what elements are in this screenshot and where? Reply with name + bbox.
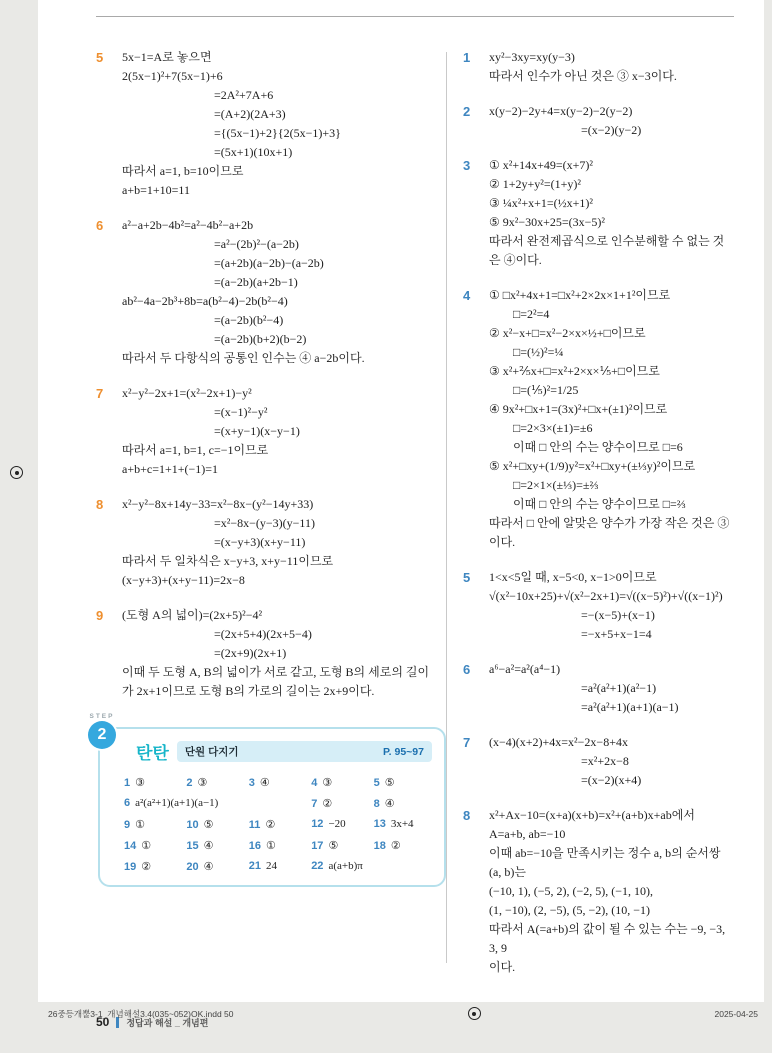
answer-item-7 <box>311 797 369 810</box>
answer-item-2 <box>186 776 244 789</box>
solution-line: ② 1+2y+y²=(1+y)² <box>489 177 582 191</box>
print-date: 2025-04-25 <box>714 1008 758 1019</box>
problem-number: 6 <box>463 662 471 677</box>
answer-number: 10 <box>186 819 199 831</box>
answer-item-21 <box>249 860 307 873</box>
answer-number: 2 <box>186 777 193 789</box>
solution-line: =(x−2)(x+4) <box>581 773 642 787</box>
problem-5 <box>463 568 730 644</box>
answer-item-13 <box>374 818 432 831</box>
solution-line: =(a−2b)(b+2)(b−2) <box>214 332 307 346</box>
solution-line: =(5x+1)(10x+1) <box>214 145 293 159</box>
answers-grid <box>114 776 432 873</box>
problem-3 <box>463 156 730 270</box>
answer-value: ② <box>322 798 333 810</box>
solution-line: 2(5x−1)²+7(5x−1)+6 <box>122 69 223 83</box>
answer-item-5 <box>374 776 432 789</box>
solution-line: =2A²+7A+6 <box>214 88 274 102</box>
problem-solution <box>489 286 730 552</box>
step-page-range: P. 95~97 <box>383 745 424 758</box>
answer-value: ② <box>265 819 276 831</box>
problem-9 <box>96 606 440 701</box>
solution-line: □=(⅕)²=1/25 <box>513 383 579 397</box>
answer-number: 15 <box>186 840 199 852</box>
answer-item-4 <box>311 776 369 789</box>
solution-line: =x²+2x−8 <box>581 754 629 768</box>
solution-line: =(x+y−1)(x−y−1) <box>214 424 300 438</box>
solution-line: □=(½)²=¼ <box>513 345 564 359</box>
answer-item-14 <box>124 839 182 852</box>
answer-item-22 <box>311 860 432 873</box>
footer-section-label: 정답과 해설 _ 개념편 <box>126 1017 209 1028</box>
answer-value: ⑤ <box>328 840 339 852</box>
right-problem-list <box>463 48 730 977</box>
solution-line: =a²−(2b)²−(a−2b) <box>214 237 299 251</box>
problem-6 <box>463 660 730 717</box>
solution-line: 따라서 □ 안에 알맞은 양수가 가장 작은 것은 ③이다. <box>489 516 730 549</box>
solution-line: x²−y²−8x+14y−33=x²−8x−(y²−14y+33) <box>122 497 314 511</box>
problem-4 <box>463 286 730 552</box>
problem-2 <box>463 102 730 140</box>
solution-line: =(x−2)(y−2) <box>581 123 642 137</box>
step-badge <box>88 713 116 749</box>
problem-solution <box>489 102 730 140</box>
answer-value: ④ <box>203 861 214 873</box>
solution-line: 따라서 a=1, b=10이므로 <box>122 164 244 178</box>
solution-line: □=2×1×(±⅓)=±⅔ <box>513 478 599 492</box>
left-problem-list <box>96 48 440 701</box>
problem-solution <box>122 48 440 200</box>
problem-number: 7 <box>463 735 471 750</box>
problem-number: 1 <box>463 50 471 65</box>
problem-7 <box>463 733 730 790</box>
solution-line: a+b+c=1+1+(−1)=1 <box>122 462 219 476</box>
solution-line: 이때 두 도형 A, B의 넓이가 서로 같고, 도형 B의 세로의 길이가 2x+1이므로 도형 B의 가로의 길이는 2x+9이다. <box>122 665 430 698</box>
problem-8 <box>96 495 440 590</box>
answer-number: 16 <box>248 840 262 852</box>
problem-6 <box>96 216 440 368</box>
answer-number: 18 <box>373 840 386 852</box>
answer-number: 9 <box>124 819 131 831</box>
answer-item-8 <box>374 797 432 810</box>
problem-number: 2 <box>463 104 471 119</box>
problem-solution <box>122 606 440 701</box>
solution-line: =(2x+9)(2x+1) <box>214 646 287 660</box>
step-header-band <box>177 741 432 762</box>
solution-line: =a²(a²+1)(a²−1) <box>581 681 657 695</box>
solution-line: a⁶−a²=a²(a⁴−1) <box>489 662 561 676</box>
answer-number: 8 <box>373 798 380 810</box>
solution-line: ① x²+14x+49=(x+7)² <box>489 158 594 172</box>
answer-number: 1 <box>124 777 131 789</box>
solution-line: □=2²=4 <box>513 307 550 321</box>
problem-solution <box>122 384 440 479</box>
problem-number: 8 <box>463 808 471 823</box>
solution-line: =x²−8x−(y−3)(y−11) <box>214 516 315 530</box>
solution-line: 1<x<5일 때, x−5<0, x−1>0이므로 <box>489 570 657 584</box>
print-info-strip <box>48 1007 758 1020</box>
answer-value: ④ <box>384 798 395 810</box>
answer-item-17 <box>311 839 369 852</box>
answer-item-20 <box>186 860 244 873</box>
answer-item-10 <box>186 818 244 831</box>
solution-line: 이때 □ 안의 수는 양수이므로 □=⅔ <box>513 497 686 511</box>
answer-number: 5 <box>373 777 380 789</box>
answer-item-1 <box>124 776 182 789</box>
solution-line: 이다. <box>489 960 516 974</box>
solution-line: ① □x²+4x+1=□x²+2×2x×1+1²이므로 <box>489 288 671 302</box>
problem-solution <box>489 806 730 977</box>
problem-solution <box>489 48 730 86</box>
answer-value: ③ <box>135 777 145 789</box>
answer-item-19 <box>124 860 182 873</box>
page-footer <box>96 1015 734 1053</box>
solution-line: 따라서 A(=a+b)의 값이 될 수 있는 수는 −9, −3, 3, 9 <box>489 922 726 955</box>
solution-line: =−(x−5)+(x−1) <box>581 608 655 622</box>
answer-item-11 <box>249 818 307 831</box>
solution-line: (도형 A의 넓이)=(2x+5)²−4² <box>122 608 263 622</box>
solution-line: =−x+5+x−1=4 <box>581 627 652 641</box>
problem-number: 6 <box>96 218 104 233</box>
problem-solution <box>122 495 440 590</box>
problem-7 <box>96 384 440 479</box>
solution-line: ={(5x−1)+2}{2(5x−1)+3} <box>214 126 341 140</box>
answer-number: 14 <box>124 840 137 852</box>
solution-line: =(a+2b)(a−2b)−(a−2b) <box>214 256 324 270</box>
answer-value: ④ <box>259 777 270 789</box>
answer-item-15 <box>186 839 244 852</box>
answer-value: ① <box>135 819 145 831</box>
solution-line: ④ 9x²+□x+1=(3x)²+□x+(±1)²이므로 <box>489 402 668 416</box>
answer-item-3 <box>249 776 307 789</box>
answer-value: ② <box>390 840 401 852</box>
solution-line: (x−y+3)+(x+y−11)=2x−8 <box>122 573 245 587</box>
solution-line: x²−y²−2x+1=(x²−2x+1)−y² <box>122 386 252 400</box>
answer-value: 3x+4 <box>390 818 414 830</box>
solution-line: ③ x²+⅖x+□=x²+2×x×⅕+□이므로 <box>489 364 660 378</box>
step-box-header <box>136 739 432 764</box>
answer-item-6 <box>124 797 307 810</box>
answer-number: 17 <box>311 840 324 852</box>
solution-line: 이때 ab=−10을 만족시키는 정수 a, b의 순서쌍 (a, b)는 <box>489 846 721 879</box>
answer-item-18 <box>374 839 432 852</box>
right-column <box>463 48 734 993</box>
solution-line: ② x²−x+□=x²−2×x×½+□이므로 <box>489 326 646 340</box>
step-title: 탄탄 <box>136 744 169 763</box>
answer-item-9 <box>124 818 182 831</box>
problem-number: 8 <box>96 497 104 512</box>
answer-number: 20 <box>186 861 199 873</box>
column-divider <box>446 52 447 963</box>
answer-value: a²(a²+1)(a+1)(a−1) <box>135 797 219 809</box>
solution-line: a²−a+2b−4b²=a²−4b²−a+2b <box>122 218 254 232</box>
solution-line: 따라서 인수가 아닌 것은 ③ x−3이다. <box>489 69 677 83</box>
answer-value: a(a+b)π <box>328 860 363 872</box>
registration-mark-icon <box>468 1007 481 1020</box>
answer-number: 13 <box>373 818 386 830</box>
solution-line: ⑤ 9x²−30x+25=(3x−5)² <box>489 215 606 229</box>
solution-line: =(x−y+3)(x+y−11) <box>214 535 306 549</box>
problem-solution <box>489 660 730 717</box>
problem-number: 4 <box>463 288 471 303</box>
answer-number: 12 <box>311 818 324 830</box>
left-column <box>89 48 440 993</box>
solution-line: a+b=1+10=11 <box>122 183 190 197</box>
answer-value: ④ <box>203 840 214 852</box>
step-subtitle: 단원 다지기 <box>184 746 239 758</box>
problem-solution <box>122 216 440 368</box>
solution-line: ③ ¼x²+x+1=(½x+1)² <box>489 196 594 210</box>
answer-number: 4 <box>311 777 318 789</box>
answer-number: 21 <box>248 860 262 872</box>
solution-line: 따라서 완전제곱식으로 인수분해할 수 없는 것은 ④이다. <box>489 234 725 267</box>
solution-line: (x−4)(x+2)+4x=x²−2x−8+4x <box>489 735 628 749</box>
answer-number: 6 <box>124 797 131 809</box>
problem-solution <box>489 156 730 270</box>
solution-line: =(a−2b)(a+2b−1) <box>214 275 298 289</box>
step-number-badge: 2 <box>88 721 116 749</box>
solution-line: x²+Ax−10=(x+a)(x+b)=x²+(a+b)x+ab에서 <box>489 808 695 822</box>
solution-line: 따라서 두 다항식의 공통인 인수는 ④ a−2b이다. <box>122 351 365 365</box>
solution-line: A=a+b, ab=−10 <box>489 827 566 841</box>
problem-number: 9 <box>96 608 104 623</box>
solution-line: 이때 □ 안의 수는 양수이므로 □=6 <box>513 440 683 454</box>
problem-number: 5 <box>96 50 104 65</box>
solution-line: □=2×3×(±1)=±6 <box>513 421 593 435</box>
solution-line: 5x−1=A로 놓으면 <box>122 50 212 64</box>
answer-value: ⑤ <box>203 819 214 831</box>
problem-number: 5 <box>463 570 471 585</box>
solution-line: 따라서 두 일차식은 x−y+3, x+y−11이므로 <box>122 554 334 568</box>
registration-dot <box>472 1012 476 1016</box>
solution-line: =(a−2b)(b²−4) <box>214 313 284 327</box>
problem-5 <box>96 48 440 200</box>
solution-line: (1, −10), (2, −5), (5, −2), (10, −1) <box>489 903 651 917</box>
solution-line: √(x²−10x+25)+√(x²−2x+1)=√((x−5)²)+√((x−1)²) <box>489 589 723 603</box>
header-rule <box>96 16 734 17</box>
answer-value: ① <box>141 840 152 852</box>
solution-line: (−10, 1), (−5, 2), (−2, 5), (−1, 10), <box>489 884 654 898</box>
answer-value: ③ <box>322 777 333 789</box>
problem-solution <box>489 733 730 790</box>
solution-line: =(A+2)(2A+3) <box>214 107 286 121</box>
answer-number: 19 <box>124 861 137 873</box>
answer-value: 24 <box>266 860 278 872</box>
solution-line: ab²−4a−2b³+8b=a(b²−4)−2b(b²−4) <box>122 294 288 308</box>
solution-line: =a²(a²+1)(a+1)(a−1) <box>581 700 679 714</box>
solution-line: x(y−2)−2y+4=x(y−2)−2(y−2) <box>489 104 633 118</box>
answer-value: ③ <box>197 777 208 789</box>
answer-number: 3 <box>248 777 255 789</box>
solution-line: ⑤ x²+□xy+(1/9)y²=x²+□xy+(±⅓y)²이므로 <box>489 459 696 473</box>
problem-number: 3 <box>463 158 471 173</box>
step-label: STEP <box>89 713 115 720</box>
problem-solution <box>489 568 730 644</box>
solution-line: =(x−1)²−y² <box>214 405 268 419</box>
answer-number: 11 <box>248 819 261 831</box>
two-column-layout <box>89 48 734 993</box>
solution-line: xy²−3xy=xy(y−3) <box>489 50 575 64</box>
answer-value: ② <box>141 861 152 873</box>
answer-value: ⑤ <box>384 777 395 789</box>
answer-item-16 <box>249 839 307 852</box>
solution-line: 따라서 a=1, b=1, c=−1이므로 <box>122 443 269 457</box>
answer-value: −20 <box>328 818 346 830</box>
problem-8 <box>463 806 730 977</box>
page-number: 50 <box>96 1015 110 1029</box>
registration-mark-icon <box>10 466 23 479</box>
answer-item-12 <box>311 818 369 831</box>
problem-number: 7 <box>96 386 104 401</box>
registration-dot <box>15 471 19 475</box>
solution-line: =(2x+5+4)(2x+5−4) <box>214 627 312 641</box>
step2-answer-box <box>89 713 446 887</box>
answer-number: 7 <box>311 798 318 810</box>
print-filename: 26중등개뿔3-1_개념해설3.4(035~052)OK.indd 50 <box>48 1008 234 1019</box>
answer-value: ① <box>266 840 276 852</box>
answer-number: 22 <box>311 860 324 872</box>
problem-1 <box>463 48 730 86</box>
